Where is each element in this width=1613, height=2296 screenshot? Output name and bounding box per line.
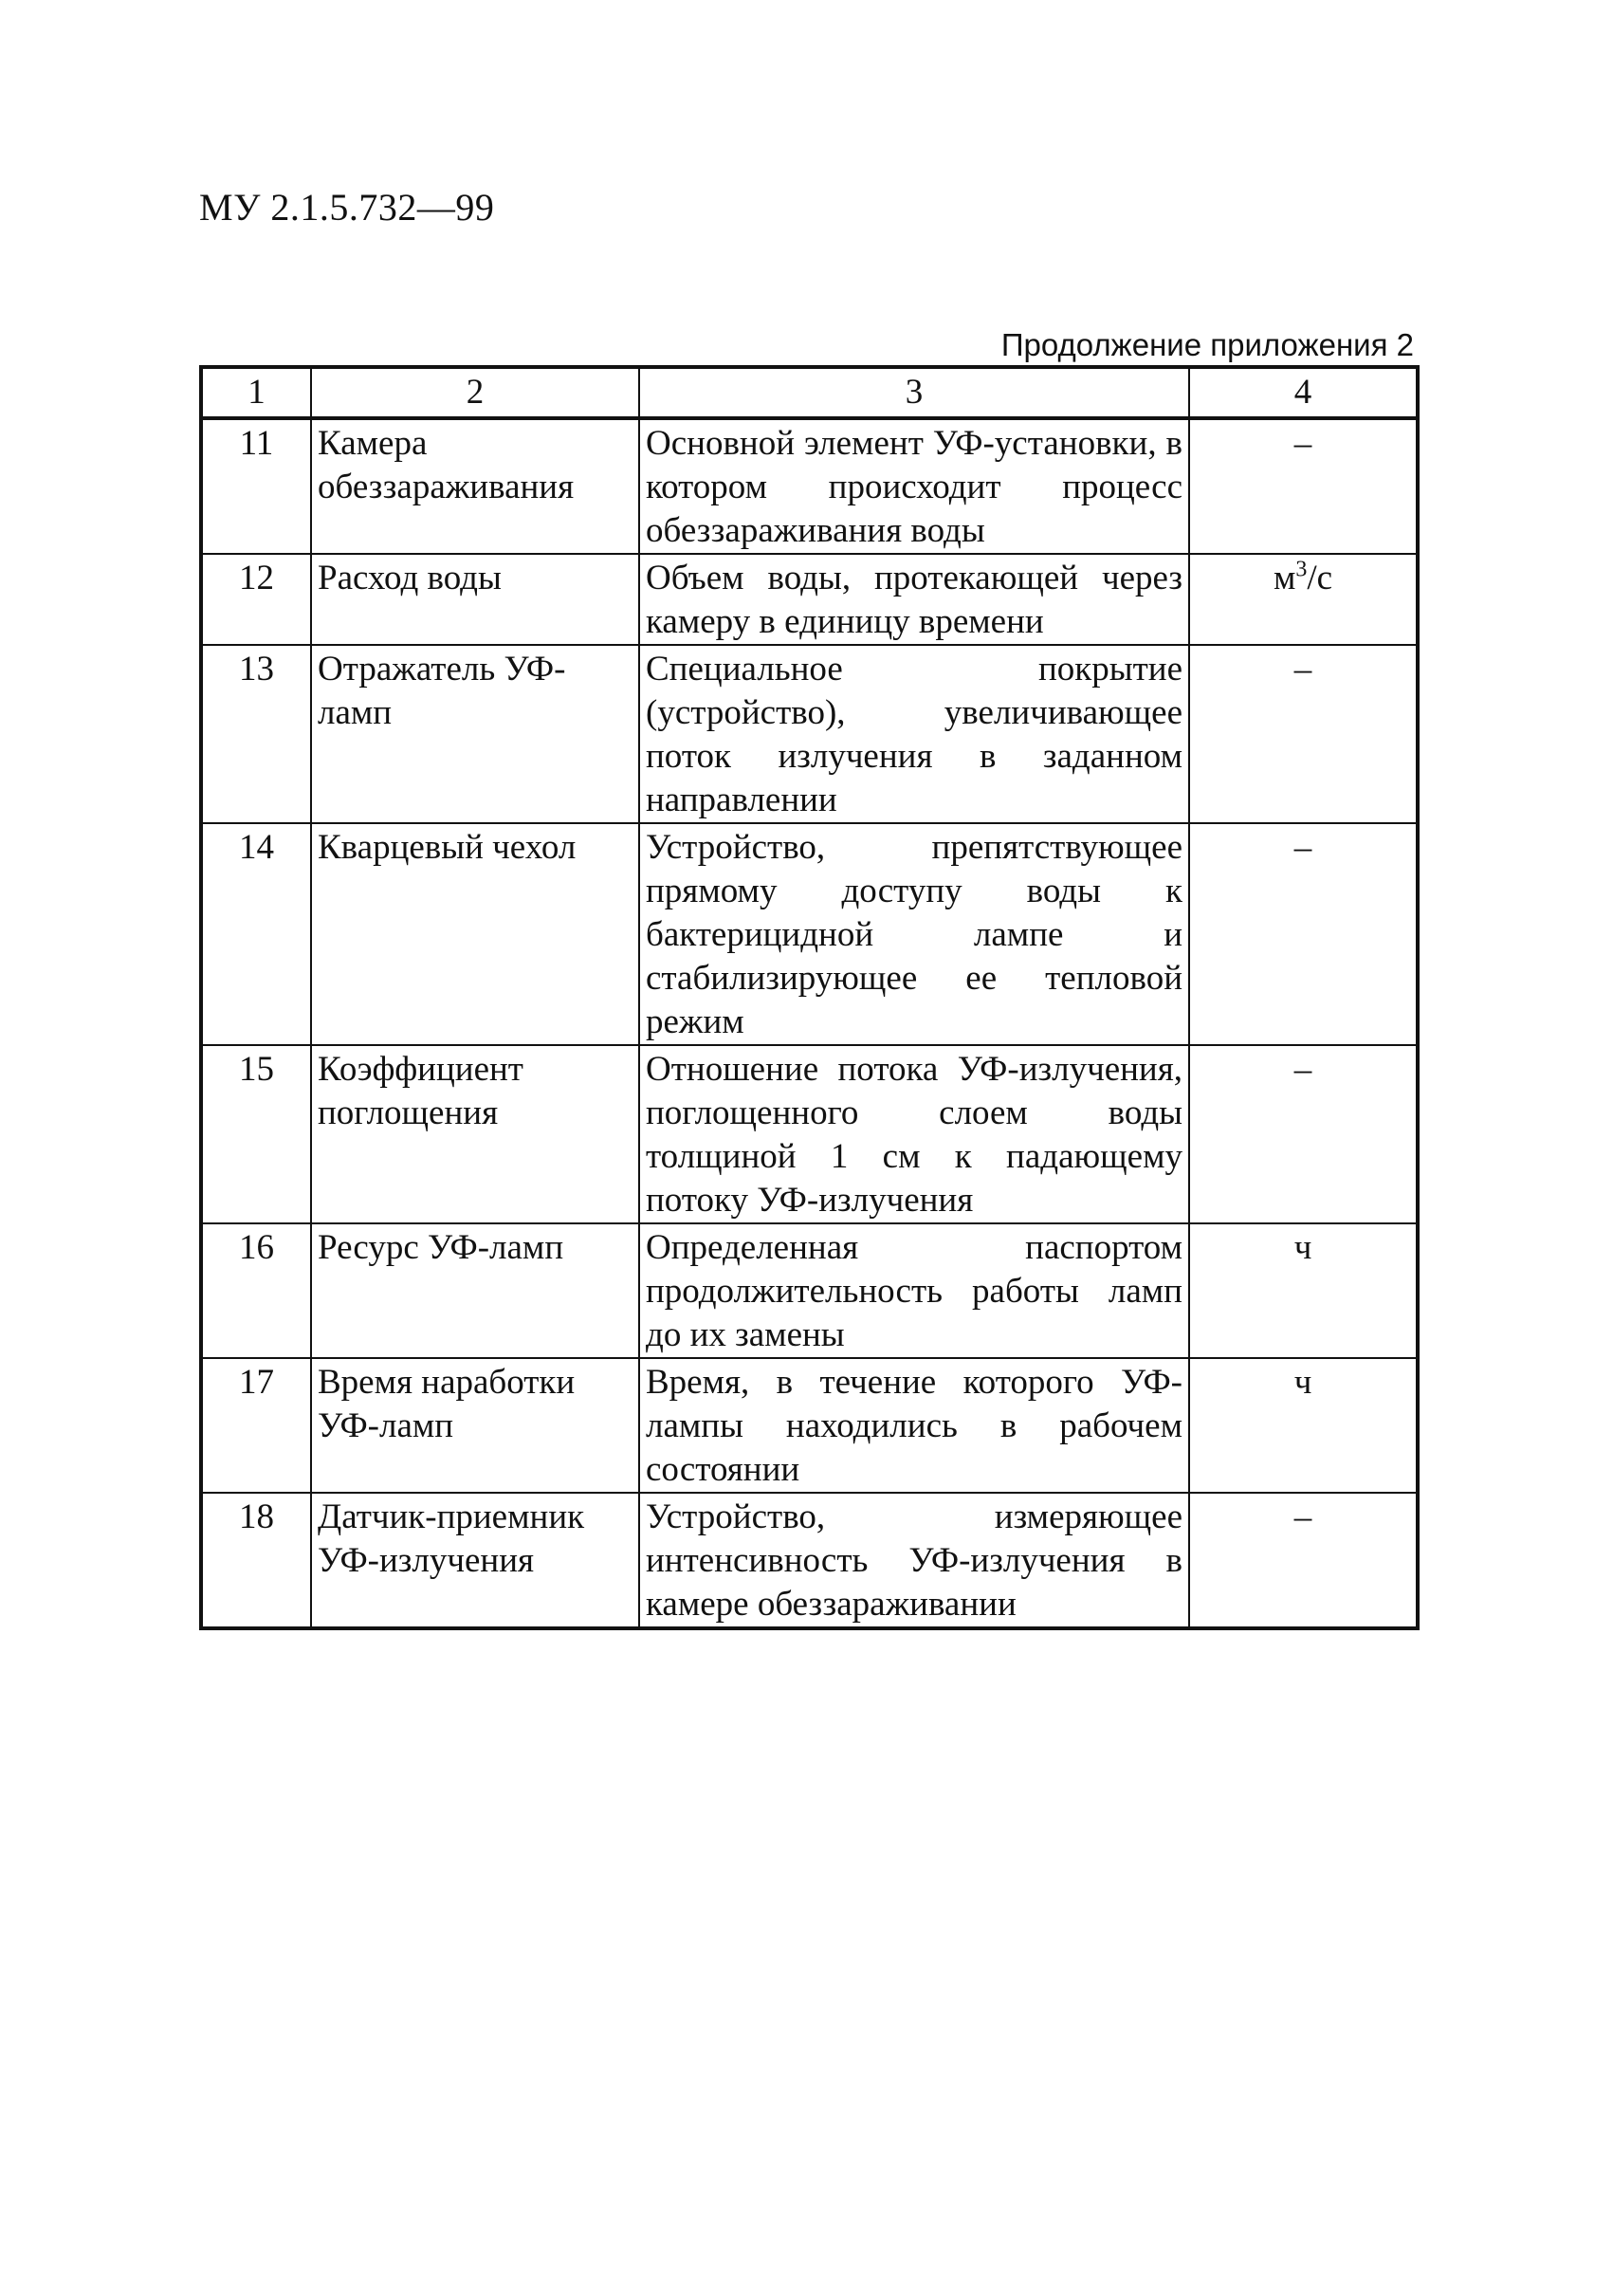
table-row xyxy=(201,1358,1418,1493)
continuation-label: Продолжение приложения 2 xyxy=(1000,327,1414,362)
row-definition: Определенная паспортом продолжительность работы ламп до их замены xyxy=(639,1223,1189,1358)
row-unit: – xyxy=(1189,1045,1418,1223)
row-term: Датчик-приемник УФ-излучения xyxy=(311,1493,639,1628)
row-definition: Устройство, измеряющее интенсивность УФ-излучения в камере обеззараживании xyxy=(639,1493,1189,1628)
table-row xyxy=(201,1045,1418,1223)
row-definition: Время, в течение которого УФ-лампы находились в рабочем состоянии xyxy=(639,1358,1189,1493)
row-term: Камера обеззараживания xyxy=(311,418,639,554)
row-definition: Специальное покрытие (устройство), увеличивающее поток излучения в заданном направлении xyxy=(639,645,1189,823)
row-number: 17 xyxy=(201,1358,311,1493)
row-number: 13 xyxy=(201,645,311,823)
table-row xyxy=(201,1223,1418,1358)
table-header-row xyxy=(201,367,1418,418)
row-term: Коэффициент поглощения xyxy=(311,1045,639,1223)
column-header-3: 3 xyxy=(639,367,1189,418)
row-unit: – xyxy=(1189,645,1418,823)
row-number: 18 xyxy=(201,1493,311,1628)
row-definition: Отношение потока УФ-излучения, поглощенного слоем воды толщиной 1 см к падающему потоку УФ-излучения xyxy=(639,1045,1189,1223)
row-definition: Устройство, препятствующее прямому доступу воды к бактерицидной лампе и стабилизирующее ее тепловой режим xyxy=(639,823,1189,1045)
table-row xyxy=(201,554,1418,645)
table-row xyxy=(201,645,1418,823)
row-term: Время наработки УФ-ламп xyxy=(311,1358,639,1493)
table-row xyxy=(201,823,1418,1045)
row-term: Отражатель УФ-ламп xyxy=(311,645,639,823)
row-number: 12 xyxy=(201,554,311,645)
row-number: 11 xyxy=(201,418,311,554)
row-definition: Основной элемент УФ-установки, в котором происходит процесс обеззараживания воды xyxy=(639,418,1189,554)
column-header-2: 2 xyxy=(311,367,639,418)
row-term: Кварцевый чехол xyxy=(311,823,639,1045)
row-unit: – xyxy=(1189,418,1418,554)
terms-table xyxy=(199,365,1420,1630)
row-unit: $м^3/с$ xyxy=(1189,554,1418,645)
row-unit: – xyxy=(1189,1493,1418,1628)
row-term: Расход воды xyxy=(311,554,639,645)
row-unit: ч xyxy=(1189,1223,1418,1358)
table-row xyxy=(201,418,1418,554)
row-number: 15 xyxy=(201,1045,311,1223)
document-code: МУ 2.1.5.732—99 xyxy=(199,186,495,229)
row-unit: ч xyxy=(1189,1358,1418,1493)
row-term: Ресурс УФ-ламп xyxy=(311,1223,639,1358)
row-definition: Объем воды, протекающей через камеру в единицу времени xyxy=(639,554,1189,645)
table-row xyxy=(201,1493,1418,1628)
column-header-4: 4 xyxy=(1189,367,1418,418)
row-number: 14 xyxy=(201,823,311,1045)
table-body xyxy=(201,418,1418,1628)
row-number: 16 xyxy=(201,1223,311,1358)
row-unit: – xyxy=(1189,823,1418,1045)
column-header-1: 1 xyxy=(201,367,311,418)
